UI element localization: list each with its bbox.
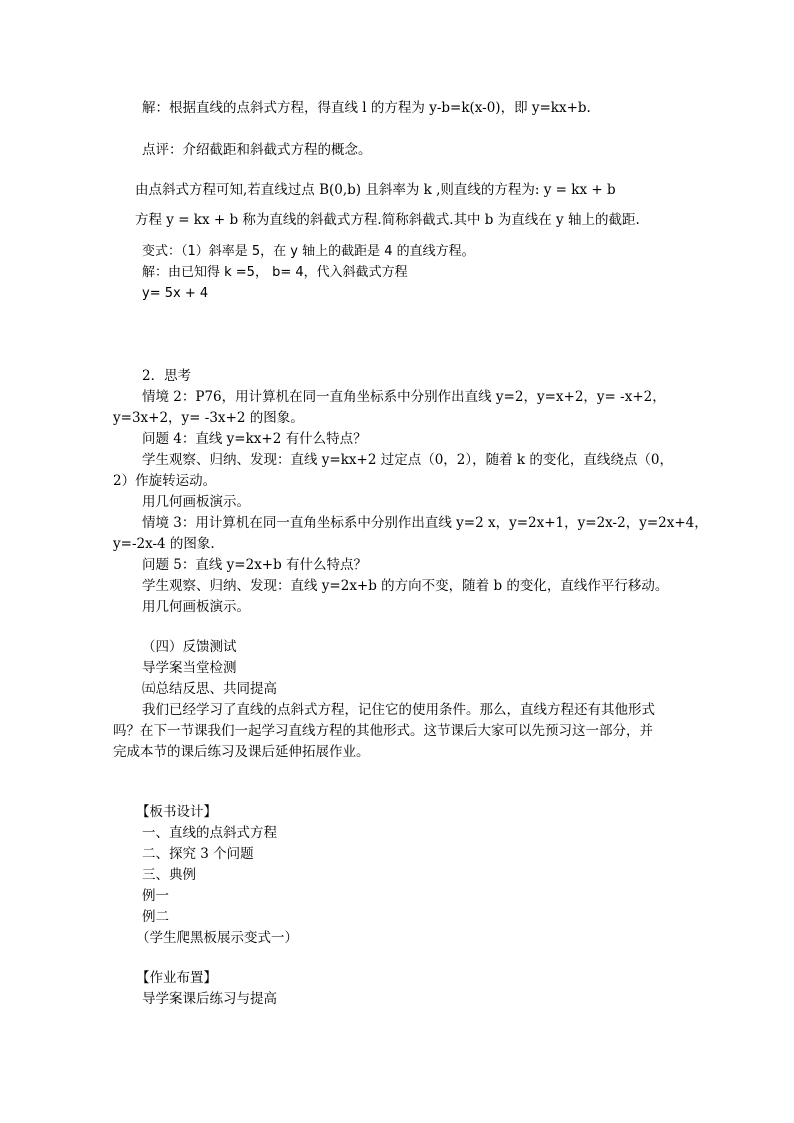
observation-4-line2: 2）作旋转运动。 [113,473,217,489]
question-5: 问题 5：直线 y=2x+b 有什么特点？ [142,557,368,573]
scenario-3-line1: 情境 3：用计算机在同一直角坐标系中分别作出直线 y=2 x，y=2x+1，y=2x-2，y=2x+4， [142,515,708,531]
feedback-item: 导学案当堂检测 [142,660,237,676]
demo-note-2: 用几何画板演示。 [142,599,250,615]
solution-line: 解：根据直线的点斜式方程，得直线 l 的方程为 y-b=k(x-0)，即 y=kx+b. [142,100,591,116]
observation-4-line1: 学生观察、归纳、发现：直线 y=kx+2 过定点（0，2），随着 k 的变化，直线绕点（0， [142,452,673,468]
board-example-1: 例一 [142,888,169,904]
comment-line: 点评：介绍截距和斜截式方程的概念。 [142,142,372,158]
variant-answer: y= 5x + 4 [142,286,209,301]
board-item-1: 一、直线的点斜式方程 [142,825,277,841]
board-note: （学生爬黑板展示变式一） [136,930,298,946]
summary-line1: 我们已经学习了直线的点斜式方程，记住它的使用条件。那么，直线方程还有其他形式 [142,702,655,718]
board-example-2: 例二 [142,909,169,925]
board-design-heading: 【板书设计】 [136,804,217,820]
summary-line3: 完成本节的课后练习及课后延伸拓展作业。 [113,744,370,760]
section-feedback: （四）反馈测试 [142,639,237,655]
variant-question: 变式：（1）斜率是 5，在 y 轴上的截距是 4 的直线方程。 [142,244,475,259]
board-item-3: 三、典例 [142,867,196,883]
section-summary: ㈤总结反思、共同提高 [142,681,277,697]
point-slope-note: 由点斜式方程可知,若直线过点 B(0,b) 且斜率为 k ,则直线的方程为: y = kx + b [135,182,616,198]
question-4: 问题 4：直线 y=kx+2 有什么特点？ [142,431,367,447]
observation-5: 学生观察、归纳、发现：直线 y=2x+b 的方向不变，随着 b 的变化，直线作平行移动。 [142,578,669,594]
scenario-2-line1: 情境 2：P76，用计算机在同一直角坐标系中分别作出直线 y=2，y=x+2，y= -x+2， [142,389,666,405]
scenario-2-line2: y=3x+2，y= -3x+2 的图象。 [113,410,304,426]
summary-line2: 吗？在下一节课我们一起学习直线方程的其他形式。这节课后大家可以先预习这一部分，并 [113,723,653,739]
variant-solution: 解：由已知得 k =5， b= 4，代入斜截式方程 [142,265,408,280]
slope-intercept-definition: 方程 y = kx + b 称为直线的斜截式方程.简称斜截式.其中 b 为直线在 y 轴上的截距. [135,212,640,228]
scenario-3-line2: y=-2x-4 的图象. [113,536,215,552]
homework-heading: 【作业布置】 [136,970,217,986]
demo-note-1: 用几何画板演示。 [142,494,250,510]
section-think: 2．思考 [142,368,192,384]
board-item-2: 二、探究 3 个问题 [142,846,254,862]
homework-item: 导学案课后练习与提高 [142,991,277,1007]
